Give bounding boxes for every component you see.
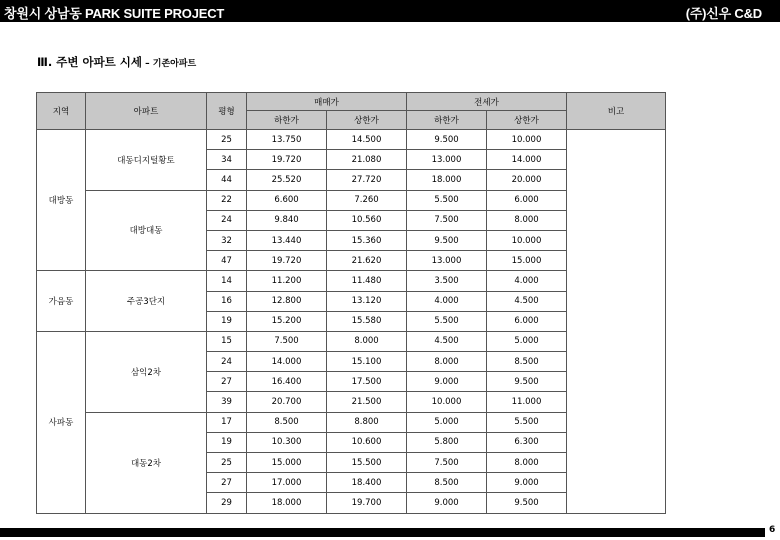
header-row-1: [37, 93, 666, 111]
jeonse-low-cell: 9.500: [407, 130, 487, 150]
apartment-cell: 주공3단지: [86, 271, 207, 332]
jeonse-high-cell: 8.000: [487, 210, 567, 230]
sale-high-cell: 15.360: [327, 230, 407, 250]
size-cell: 19: [207, 311, 247, 331]
sale-high-cell: 21.080: [327, 150, 407, 170]
size-cell: 34: [207, 150, 247, 170]
size-cell: 47: [207, 251, 247, 271]
company-name: (주)신우 C&D: [685, 6, 762, 21]
size-cell: 44: [207, 170, 247, 190]
jeonse-low-cell: 8.000: [407, 352, 487, 372]
sale-high-cell: 15.100: [327, 352, 407, 372]
sale-high-cell: 15.580: [327, 311, 407, 331]
size-cell: 19: [207, 432, 247, 452]
jeonse-low-cell: 13.000: [407, 251, 487, 271]
size-cell: 29: [207, 493, 247, 513]
table-row: [37, 130, 666, 150]
apartment-cell: 대동2차: [86, 412, 207, 513]
jeonse-high-cell: 4.500: [487, 291, 567, 311]
jeonse-low-cell: 9.500: [407, 230, 487, 250]
sale-high-cell: 21.620: [327, 251, 407, 271]
size-cell: 24: [207, 352, 247, 372]
size-cell: 39: [207, 392, 247, 412]
col-header-sale-high: 상한가: [327, 111, 407, 130]
jeonse-high-cell: 14.000: [487, 150, 567, 170]
size-cell: 25: [207, 130, 247, 150]
sale-low-cell: 17.000: [247, 473, 327, 493]
jeonse-high-cell: 9.500: [487, 372, 567, 392]
col-header-note: 비고: [567, 93, 666, 130]
size-cell: 17: [207, 412, 247, 432]
col-header-size: 평형: [207, 93, 247, 130]
jeonse-low-cell: 8.500: [407, 473, 487, 493]
size-cell: 16: [207, 291, 247, 311]
sale-low-cell: 19.720: [247, 251, 327, 271]
sale-high-cell: 10.560: [327, 210, 407, 230]
sale-high-cell: 8.000: [327, 331, 407, 351]
sale-low-cell: 19.720: [247, 150, 327, 170]
jeonse-low-cell: 5.800: [407, 432, 487, 452]
sale-low-cell: 16.400: [247, 372, 327, 392]
apartment-cell: 대방대동: [86, 190, 207, 271]
sale-low-cell: 18.000: [247, 493, 327, 513]
jeonse-low-cell: 5.000: [407, 412, 487, 432]
sale-high-cell: 8.800: [327, 412, 407, 432]
region-cell: 대방동: [37, 130, 86, 271]
jeonse-high-cell: 9.500: [487, 493, 567, 513]
sale-high-cell: 15.500: [327, 453, 407, 473]
col-header-jeonse-high: 상한가: [487, 111, 567, 130]
jeonse-high-cell: 10.000: [487, 130, 567, 150]
size-cell: 22: [207, 190, 247, 210]
size-cell: 25: [207, 453, 247, 473]
sale-low-cell: 9.840: [247, 210, 327, 230]
size-cell: 24: [207, 210, 247, 230]
sale-low-cell: 15.200: [247, 311, 327, 331]
sale-high-cell: 13.120: [327, 291, 407, 311]
sale-low-cell: 25.520: [247, 170, 327, 190]
sale-low-cell: 13.750: [247, 130, 327, 150]
sale-high-cell: 10.600: [327, 432, 407, 452]
jeonse-low-cell: 3.500: [407, 271, 487, 291]
sale-low-cell: 6.600: [247, 190, 327, 210]
sale-high-cell: 11.480: [327, 271, 407, 291]
region-cell: 사파동: [37, 331, 86, 513]
jeonse-high-cell: 8.000: [487, 453, 567, 473]
sale-low-cell: 14.000: [247, 352, 327, 372]
col-header-jeonse-low: 하한가: [407, 111, 487, 130]
jeonse-low-cell: 4.000: [407, 291, 487, 311]
jeonse-low-cell: 7.500: [407, 453, 487, 473]
sale-low-cell: 15.000: [247, 453, 327, 473]
jeonse-high-cell: 6.000: [487, 190, 567, 210]
jeonse-high-cell: 20.000: [487, 170, 567, 190]
sale-low-cell: 8.500: [247, 412, 327, 432]
sale-high-cell: 27.720: [327, 170, 407, 190]
section-title: [37, 54, 196, 70]
jeonse-high-cell: 9.000: [487, 473, 567, 493]
jeonse-high-cell: 6.000: [487, 311, 567, 331]
col-header-sale: 매매가: [247, 93, 407, 111]
section-subtitle: – 기존아파트: [142, 59, 197, 69]
col-header-apartment: 아파트: [86, 93, 207, 130]
col-header-jeonse: 전세가: [407, 93, 567, 111]
page-number: 6: [769, 525, 776, 535]
jeonse-low-cell: 18.000: [407, 170, 487, 190]
size-cell: 14: [207, 271, 247, 291]
jeonse-low-cell: 9.000: [407, 372, 487, 392]
project-title: 창원시 상남동 PARK SUITE PROJECT: [4, 6, 225, 21]
sale-low-cell: 20.700: [247, 392, 327, 412]
jeonse-high-cell: 5.000: [487, 331, 567, 351]
size-cell: 27: [207, 473, 247, 493]
sale-high-cell: 21.500: [327, 392, 407, 412]
jeonse-high-cell: 10.000: [487, 230, 567, 250]
sale-high-cell: 14.500: [327, 130, 407, 150]
col-header-region: 지역: [37, 93, 86, 130]
jeonse-high-cell: 4.000: [487, 271, 567, 291]
sale-high-cell: 17.500: [327, 372, 407, 392]
jeonse-low-cell: 9.000: [407, 493, 487, 513]
sale-low-cell: 7.500: [247, 331, 327, 351]
jeonse-low-cell: 4.500: [407, 331, 487, 351]
size-cell: 27: [207, 372, 247, 392]
size-cell: 32: [207, 230, 247, 250]
sale-high-cell: 18.400: [327, 473, 407, 493]
jeonse-low-cell: 10.000: [407, 392, 487, 412]
header-bar: [0, 0, 780, 22]
sale-low-cell: 11.200: [247, 271, 327, 291]
jeonse-high-cell: 6.300: [487, 432, 567, 452]
footer-bar: [0, 528, 765, 537]
sale-high-cell: 19.700: [327, 493, 407, 513]
jeonse-low-cell: 5.500: [407, 311, 487, 331]
apartment-cell: 삼익2차: [86, 331, 207, 412]
jeonse-high-cell: 8.500: [487, 352, 567, 372]
size-cell: 15: [207, 331, 247, 351]
jeonse-low-cell: 7.500: [407, 210, 487, 230]
price-table: [36, 92, 666, 514]
apartment-cell: 대동디지털황토: [86, 130, 207, 191]
jeonse-low-cell: 5.500: [407, 190, 487, 210]
section-heading: Ⅲ. 주변 아파트 시세: [37, 55, 143, 69]
note-cell: [567, 130, 666, 514]
region-cell: 가음동: [37, 271, 86, 332]
sale-low-cell: 12.800: [247, 291, 327, 311]
sale-low-cell: 13.440: [247, 230, 327, 250]
jeonse-low-cell: 13.000: [407, 150, 487, 170]
sale-high-cell: 7.260: [327, 190, 407, 210]
col-header-sale-low: 하한가: [247, 111, 327, 130]
jeonse-high-cell: 11.000: [487, 392, 567, 412]
sale-low-cell: 10.300: [247, 432, 327, 452]
jeonse-high-cell: 5.500: [487, 412, 567, 432]
jeonse-high-cell: 15.000: [487, 251, 567, 271]
